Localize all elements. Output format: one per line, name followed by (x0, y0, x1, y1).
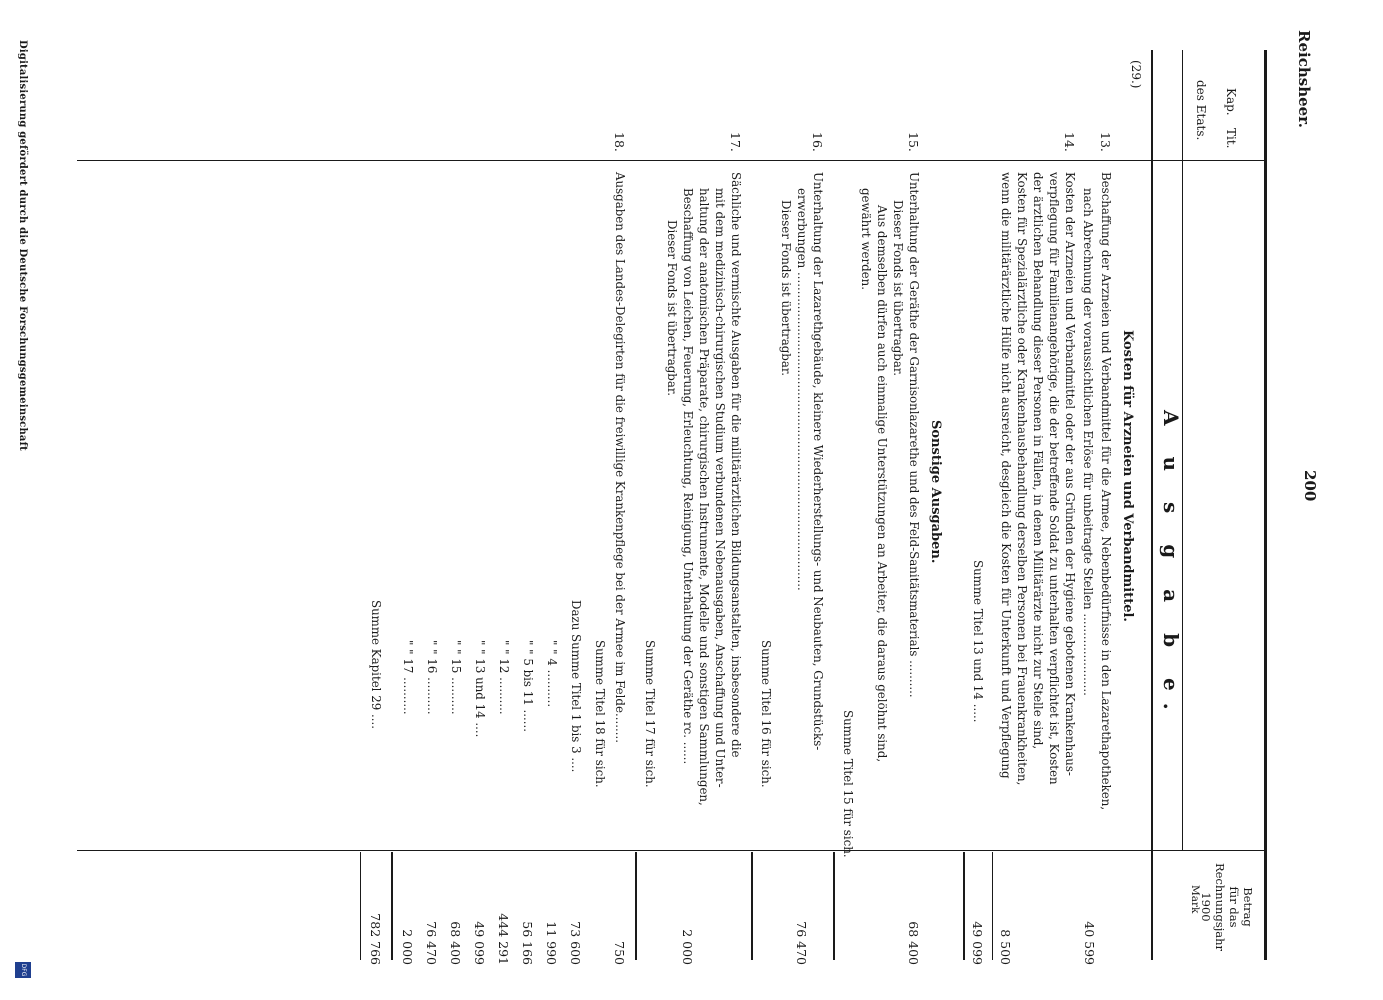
header-ausgabe: A u s g a b e. (1159, 410, 1183, 722)
dazu-label: " " 5 bis 11 ...... (521, 640, 535, 732)
title-number: 14. (1062, 132, 1077, 152)
betrag-line-2: für das (1227, 886, 1241, 928)
title-text-line: verpflegung für Familienangehörige, die der betreffende Soldat zu unterhalten verpflichtet ist, Kosten (1047, 172, 1061, 785)
title-text-line: Aus demselben dürfen auch einmalige Unterstützungen an Arbeiter, die daraus gelöhnt sind, (875, 205, 889, 763)
amount-value: 68 400 (448, 921, 463, 965)
header-unit: Mark (1189, 885, 1201, 914)
subtotal-rule (992, 852, 993, 960)
title-text-line: nach Abrechnung der voraussichtlichen Erlöse für unbeitragte Stellen ...................... (1081, 188, 1095, 696)
kapitel-sum-label: Summe Kapitel 29 .... (369, 600, 383, 729)
header-bottom-rule (1151, 50, 1153, 960)
column-divider-amount (77, 850, 1267, 851)
dazu-label: " " 17 .......... (401, 640, 415, 715)
title-number: 18. (612, 132, 627, 152)
sum-label: Summe Titel 17 für sich. (643, 640, 657, 788)
header-tit: Tit. (1224, 128, 1238, 149)
title-text-line: Ausgaben des Landes-Delegirten für die freiwillige Krankenpflege bei der Armee im Felde........ (613, 172, 627, 743)
amount-value: 2 000 (400, 929, 415, 965)
amount-value: 76 470 (794, 921, 809, 965)
total-rule (391, 852, 393, 960)
title-text-line: erwerbungen ..................................................................................... (795, 188, 809, 591)
title-number: 13. (1098, 132, 1113, 152)
running-title: Reichsheer. (1295, 30, 1313, 128)
sum-rule (635, 852, 637, 960)
title-text-line: Sächliche und vermischte Ausgaben für die militärärztlichen Bildungsanstalten, insbesondere die (729, 172, 743, 758)
header-betrag (1199, 852, 1255, 962)
amount-value: 56 166 (520, 921, 535, 965)
title-text-line: gewährt werden. (859, 188, 873, 290)
page-number: 200 (1301, 470, 1319, 502)
title-text-line: Kosten für Spezialärztliche oder Krankenhausbehandlung derselben Personen bei Frauenkrankheiten, (1015, 172, 1029, 786)
title-text-line: wenn die militärärztliche Hülfe nicht ausreicht, desgleich die Kosten für Unterkunft und Verpflegung (999, 172, 1013, 779)
title-text-line: Beschaffung von Leichen, Feuerung, Erleuchtung, Reinigung, Unterhaltung der Geräthe rc. ...... (681, 188, 695, 765)
title-text-line: Dieser Fonds ist übertragbar. (665, 220, 679, 396)
title-text-line: der ärztlichen Behandlung dieser Personen in Fällen, in denen Militärärzte nicht zur Stelle sind, (1031, 172, 1045, 750)
amount-value: 40 599 (1082, 921, 1097, 965)
header-etats: des Etats. (1194, 80, 1208, 141)
amount-value: 76 470 (424, 921, 439, 965)
amount-value: 49 099 (970, 921, 985, 965)
title-number: 17. (728, 132, 743, 152)
title-text-line: Dieser Fonds ist übertragbar. (891, 200, 905, 376)
title-number: 16. (810, 132, 825, 152)
betrag-line-1: Betrag (1241, 887, 1255, 927)
dazu-label: " " 4 .......... (545, 640, 559, 708)
section-heading-arzneien: Kosten für Arzneien und Verbandmittel. (1120, 330, 1135, 622)
title-text-line: haltung der anatomischen Präparate, chirurgischen Instrumente, Modelle und sonstigen Sammlungen, (697, 188, 711, 806)
title-text-line: Unterhaltung der Geräthe der Garnisonlazarethe und des Feld-Sanitätsmaterials .......... (907, 172, 921, 698)
sum-label: Summe Titel 15 für sich. (841, 710, 855, 858)
title-text-line: Kosten der Arzneien und Verbandmittel oder der aus Gründen der Hygiene gebotenen Krankenhaus- (1063, 172, 1077, 776)
sum-label: Summe Titel 13 und 14 ..... (971, 560, 985, 723)
amount-value: 11 990 (544, 921, 559, 965)
amount-value: 68 400 (906, 921, 921, 965)
header-kap: Kap. (1224, 88, 1238, 116)
column-divider-tit (77, 160, 1267, 161)
funding-note: Digitalisierung gefördert durch die Deutsche Forschungsgemeinschaft (17, 40, 28, 451)
section-heading-sonstige: Sonstige Ausgaben. (928, 420, 943, 564)
dazu-label: " " 12 .......... (497, 640, 511, 715)
amount-value: 444 291 (496, 913, 511, 965)
kapitel-sum-amount: 782 766 (368, 913, 383, 965)
title-text-line: Beschaffung der Arzneien und Verbandmittel für die Armee, Nebenbedürfnisse in den Lazarethapotheken, (1099, 172, 1113, 811)
amount-value: 73 600 (568, 921, 583, 965)
betrag-line-3: Rechnungsjahr (1213, 862, 1227, 952)
title-text-line: Dieser Fonds ist übertragbar. (779, 200, 793, 376)
top-rule (1264, 50, 1267, 960)
amount-value: 49 099 (472, 921, 487, 965)
kapitel-number: (29.) (1129, 60, 1143, 89)
title-text-line: Unterhaltung der Lazarethgebäude, kleinere Wiederherstellungs- und Neubauten, Grundstücks- (811, 172, 825, 751)
sum-label: Summe Titel 18 für sich. (593, 640, 607, 788)
dazu-label: Dazu Summe Titel 1 bis 3 .... (569, 600, 583, 773)
amount-value: 2 000 (680, 929, 695, 965)
title-number: 15. (906, 132, 921, 152)
dazu-label: " " 15 .......... (449, 640, 463, 715)
amount-value: 8 500 (998, 929, 1013, 965)
betrag-year: 1900 (1199, 892, 1213, 922)
sum-rule (833, 852, 835, 960)
dazu-label: " " 16 .......... (425, 640, 439, 715)
sum-rule (963, 852, 965, 960)
amount-value: 750 (612, 941, 627, 965)
sum-rule (751, 852, 753, 960)
dfg-logo: DFG (15, 962, 31, 978)
total-bottom-rule (360, 852, 361, 960)
title-text-line: mit dem medizinisch-chirurgischen Studium verbundenen Nebenausgaben, Anschaffung und Unter- (713, 188, 727, 788)
dazu-label: " " 13 und 14 .... (473, 640, 487, 738)
sum-label: Summe Titel 16 für sich. (759, 640, 773, 788)
